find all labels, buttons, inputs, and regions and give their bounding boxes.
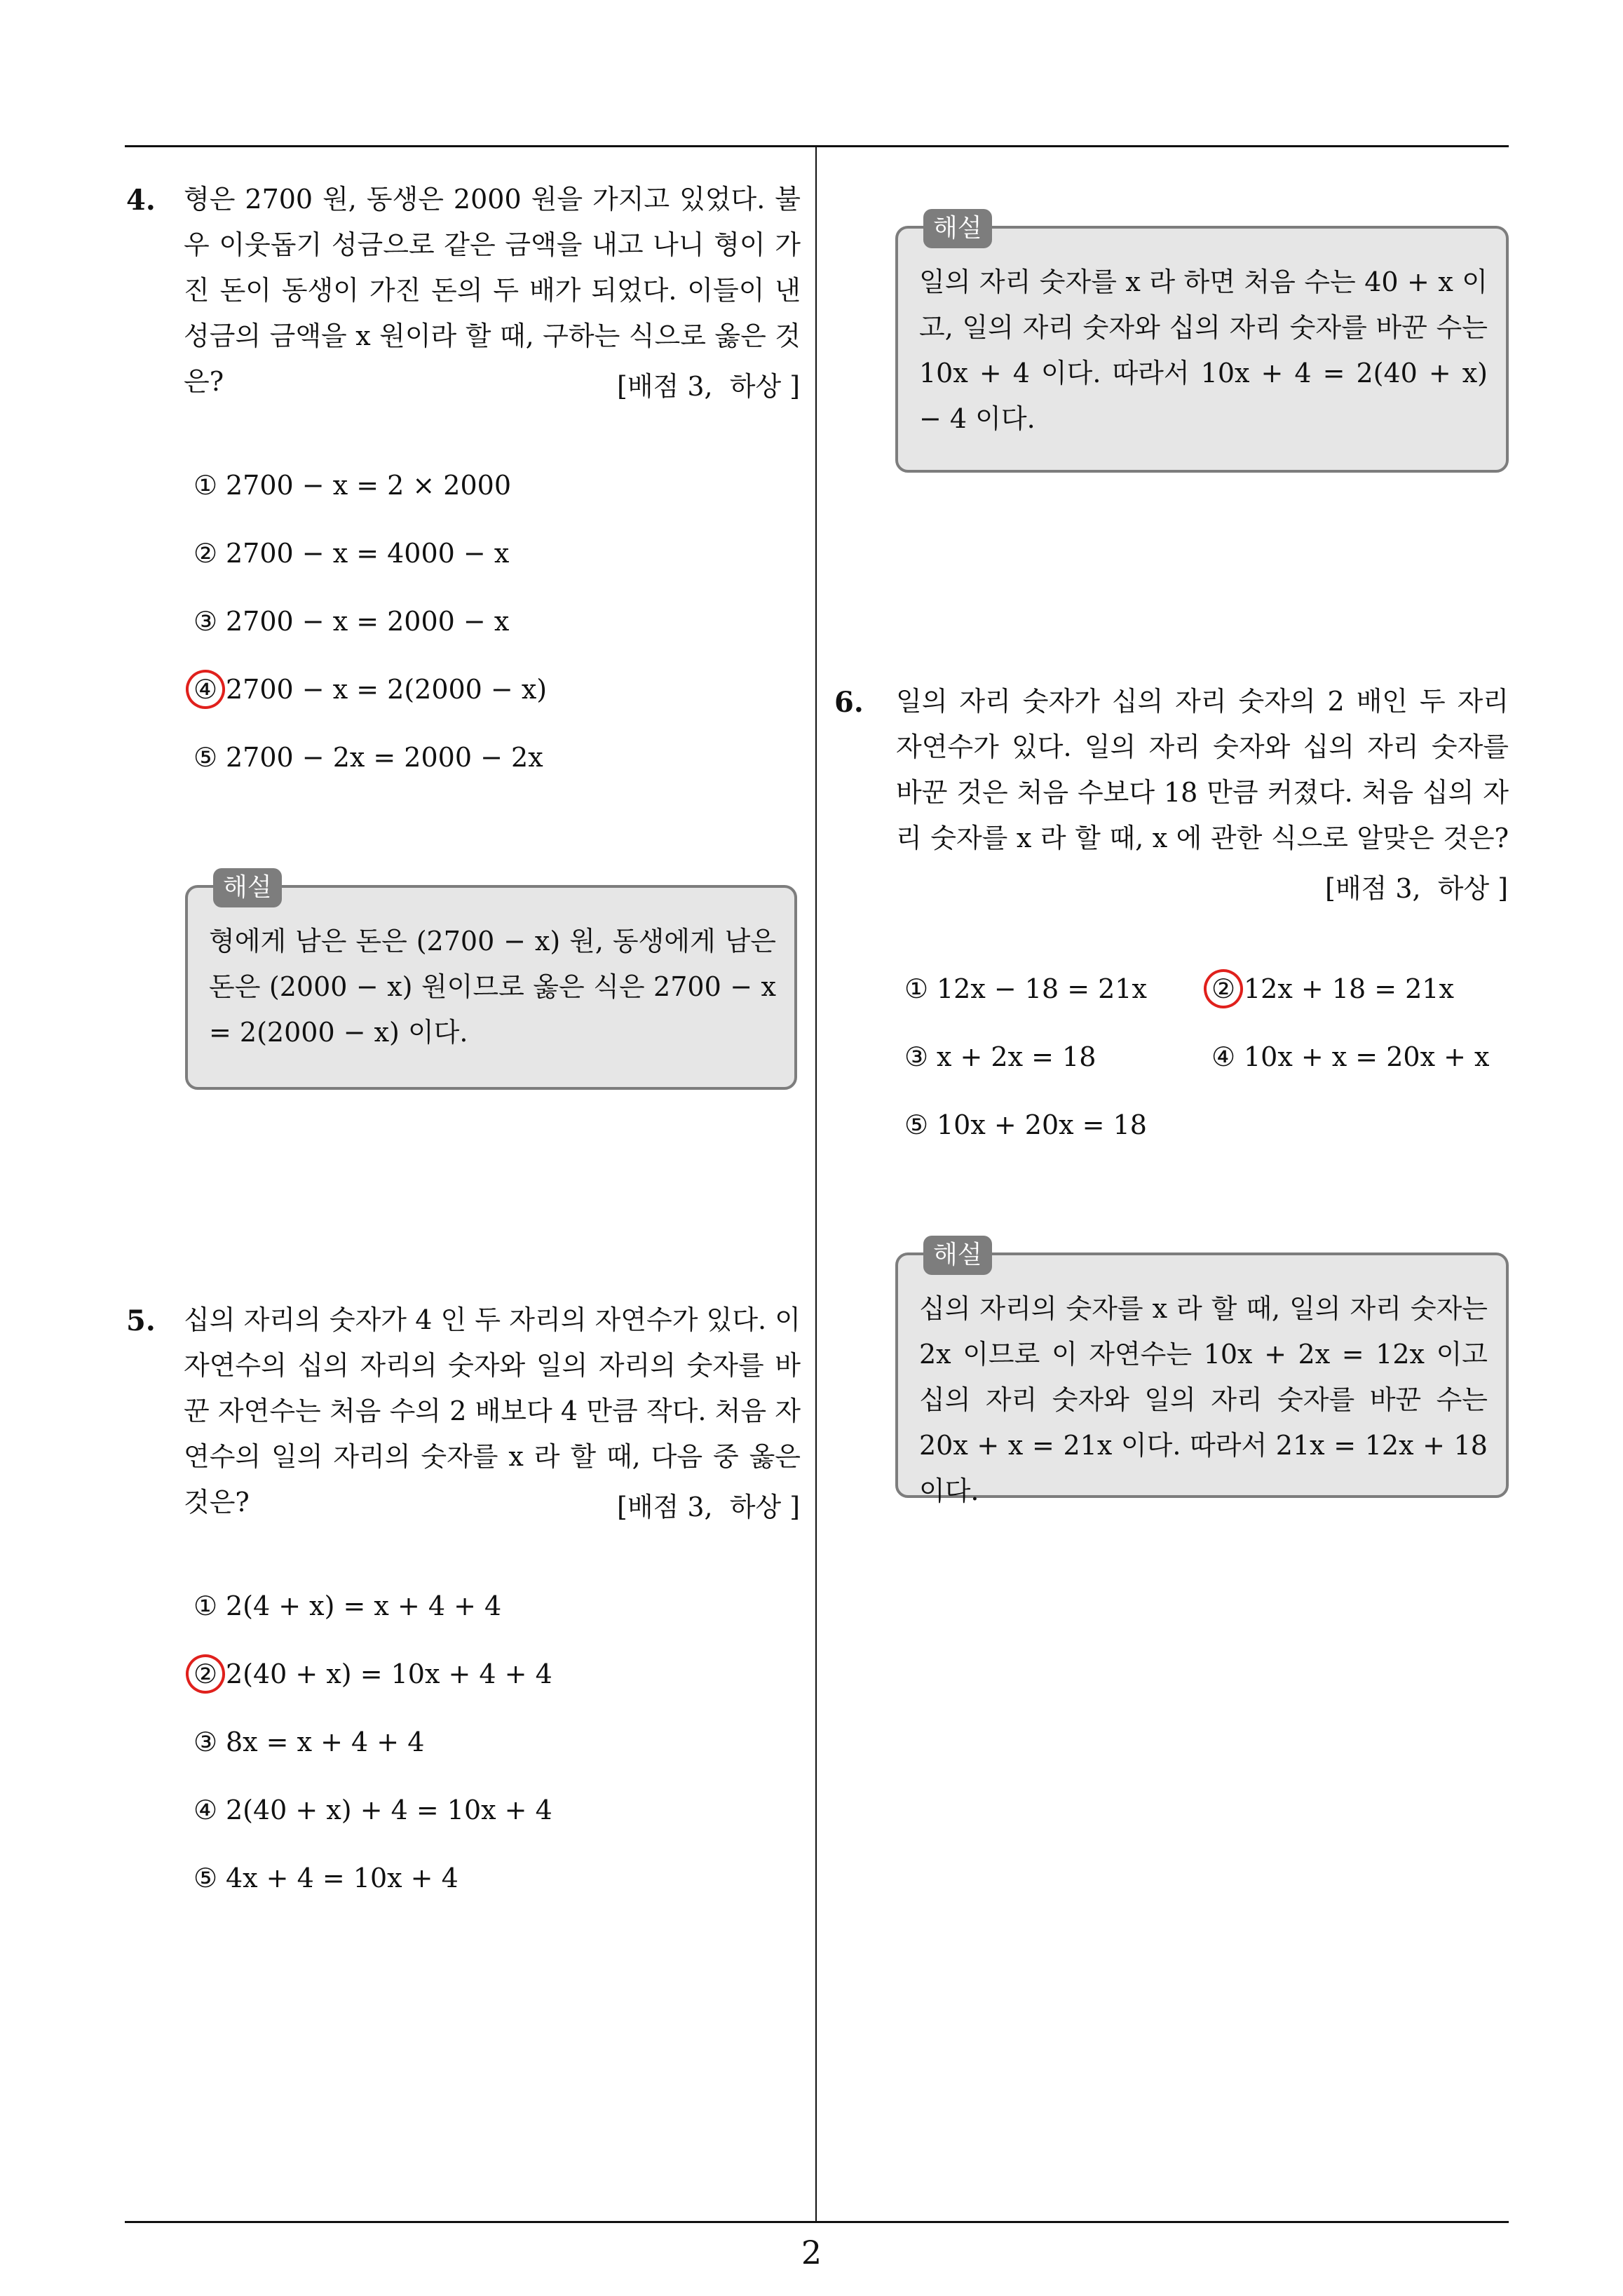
q4-meta: [배점 3, 하상 ] <box>617 371 801 402</box>
q6-choice-3[interactable]: ③ x + 2x = 18 <box>904 1041 1096 1072</box>
column-divider <box>815 145 817 2222</box>
q5-solution-text: 일의 자리 숫자를 x 라 하면 처음 수는 40 + x 이고, 일의 자리 숫자와 십의 자리 숫자를 바꾼 수는 10x + 4 이다. 따라서 10x + 4 = 2(40 + x) − 4 이다. <box>919 266 1488 434</box>
bottom-rule <box>125 2221 1509 2223</box>
q4-answer-mark-icon <box>182 666 229 713</box>
q4-stem: 형은 2700 원, 동생은 2000 원을 가지고 있었다. 불우 이웃돕기 성금으로 같은 금액을 내고 나니 형이 가진 돈이 동생이 가진 돈의 두 배가 되었다. 이들이 낸 성금의 금액을 x 원이라 할 때, 구하는 식으로 옳은 것은? <box>184 184 801 397</box>
q5-answer-mark-icon <box>182 1651 229 1697</box>
q4-choice-2[interactable]: ② 2700 − x = 4000 − x <box>193 538 510 569</box>
top-rule <box>125 145 1509 147</box>
q6-choice-2[interactable]: ② 12x + 18 = 21x <box>1211 973 1454 1004</box>
q4-solution-label: 해설 <box>213 868 282 907</box>
q6-number: 6. <box>834 686 864 719</box>
q6-solution-label: 해설 <box>923 1236 992 1275</box>
q5-choice-3[interactable]: ③ 8x = x + 4 + 4 <box>193 1727 425 1757</box>
q6-meta: [배점 3, 하상 ] <box>1325 873 1509 904</box>
q5-choice-1[interactable]: ① 2(4 + x) = x + 4 + 4 <box>193 1591 502 1621</box>
q4-choice-1[interactable]: ① 2700 − x = 2 × 2000 <box>193 470 512 501</box>
q4-choice-5[interactable]: ⑤ 2700 − 2x = 2000 − 2x <box>193 742 543 773</box>
q5-choice-4[interactable]: ④ 2(40 + x) + 4 = 10x + 4 <box>193 1795 552 1825</box>
q5-choice-2[interactable]: ② 2(40 + x) = 10x + 4 + 4 <box>193 1659 552 1689</box>
q4-choice-4[interactable]: ④ 2700 − x = 2(2000 − x) <box>193 674 548 705</box>
q6-solution-text: 십의 자리의 숫자를 x 라 할 때, 일의 자리 숫자는 2x 이므로 이 자연수는 10x + 2x = 12x 이고 십의 자리 숫자와 일의 자리 숫자를 바꾼 수는 20x + x = 21x 이다. 따라서 21x = 12x + 18 이다. <box>919 1293 1488 1506</box>
q4-solution-text: 형에게 남은 돈은 (2700 − x) 원, 동생에게 남은 돈은 (2000 − x) 원이므로 옳은 식은 2700 − x = 2(2000 − x) 이다. <box>209 926 776 1048</box>
q6-choice-4[interactable]: ④ 10x + x = 20x + x <box>1211 1041 1490 1072</box>
q6-stem: 일의 자리 숫자가 십의 자리 숫자의 2 배인 두 자리 자연수가 있다. 일의 자리 숫자와 십의 자리 숫자를 바꾼 것은 처음 수보다 18 만큼 커졌다. 처음 십의 자리 숫자를 x 라 할 때, x 에 관한 식으로 알맞은 것은? <box>896 686 1509 853</box>
q4-choice-3[interactable]: ③ 2700 − x = 2000 − x <box>193 606 510 637</box>
q5-number: 5. <box>126 1304 156 1337</box>
q5-meta: [배점 3, 하상 ] <box>617 1492 801 1522</box>
q5-choice-5[interactable]: ⑤ 4x + 4 = 10x + 4 <box>193 1863 459 1893</box>
page-number: 2 <box>801 2234 822 2271</box>
q4-solution-box <box>185 873 797 1090</box>
q6-choice-5[interactable]: ⑤ 10x + 20x = 18 <box>904 1109 1147 1140</box>
q5-solution-box <box>895 214 1509 473</box>
q6-answer-mark-icon <box>1200 966 1247 1012</box>
q5-solution-label: 해설 <box>923 209 992 248</box>
q5-stem: 십의 자리의 숫자가 4 인 두 자리의 자연수가 있다. 이 자연수의 십의 자리의 숫자와 일의 자리의 숫자를 바꾼 자연수는 처음 수의 2 배보다 4 만큼 작다. 처음 자연수의 일의 자리의 숫자를 x 라 할 때, 다음 중 옳은 것은? <box>184 1304 801 1518</box>
q4-number: 4. <box>126 184 156 217</box>
q6-choice-1[interactable]: ① 12x − 18 = 21x <box>904 973 1147 1004</box>
q6-solution-box <box>895 1241 1509 1506</box>
